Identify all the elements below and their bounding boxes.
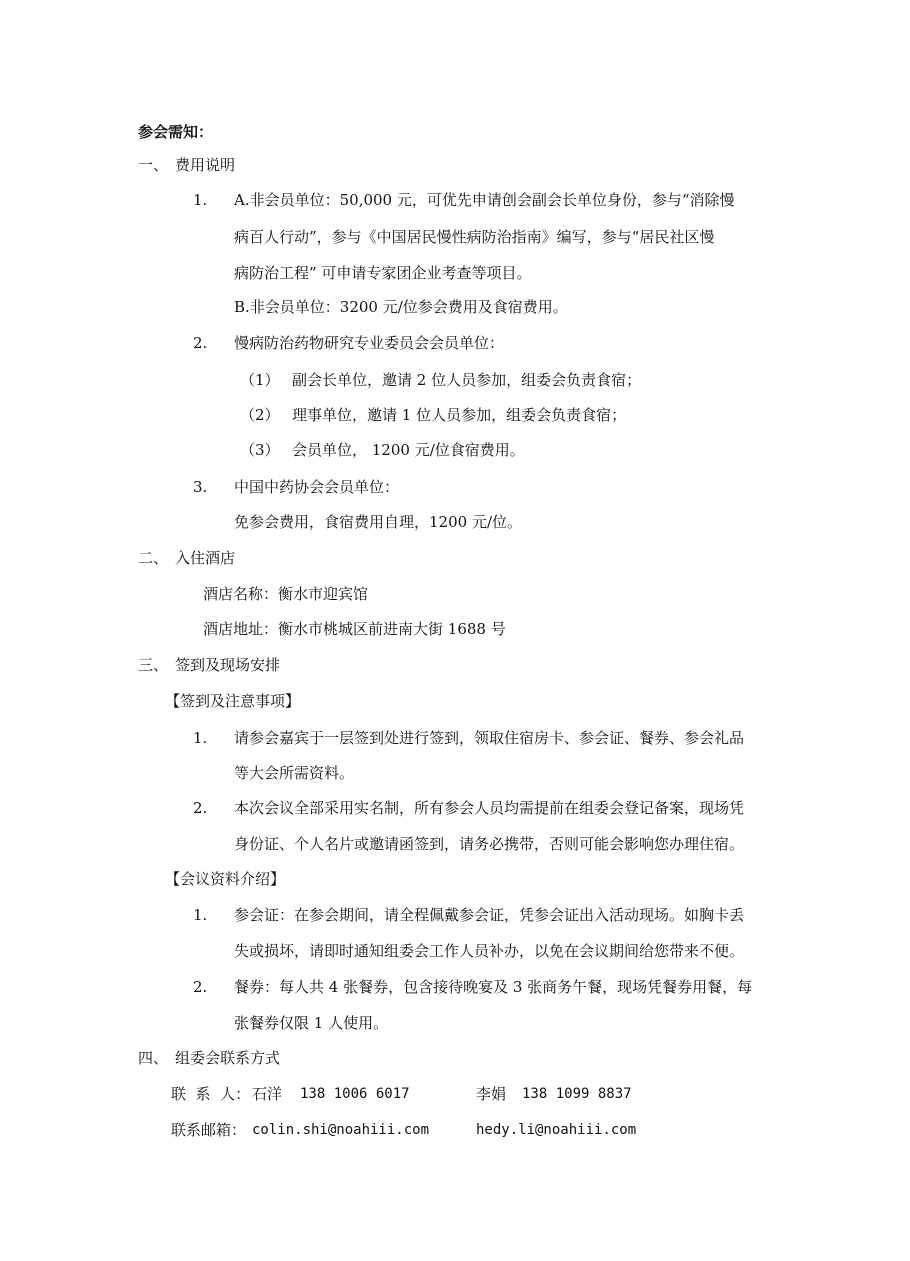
materials-item-2-line-2: 张餐券仅限 1 人使用。 bbox=[234, 1014, 389, 1032]
item-3-text: 中国中药协会会员单位： bbox=[234, 478, 400, 496]
item-1-line-3: 病防治工程” 可申请专家团企业考查等项目。 bbox=[234, 264, 532, 282]
sub-item-2-text: 理事单位，邀请 1 位人员参加，组委会负责食宿； bbox=[292, 406, 627, 424]
sub-item-3-number: （3） bbox=[240, 441, 280, 459]
email-label: 联系邮箱： bbox=[171, 1121, 247, 1139]
subsection-checkin-heading: 【签到及注意事项】 bbox=[165, 692, 301, 710]
email-1[interactable]: colin.shi@noahiii.com bbox=[252, 1122, 430, 1138]
contact-1-name: 石洋 bbox=[252, 1085, 283, 1103]
item-2-number: 2. bbox=[193, 334, 208, 352]
sub-item-1-text: 副会长单位，邀请 2 位人员参加，组委会负责食宿； bbox=[292, 371, 642, 389]
hotel-name: 酒店名称：衡水市迎宾馆 bbox=[203, 585, 369, 603]
section-1-heading: 费用说明 bbox=[175, 156, 236, 174]
section-3-number: 三、 bbox=[138, 656, 169, 674]
hotel-address: 酒店地址：衡水市桃城区前进南大街 1688 号 bbox=[203, 620, 506, 638]
item-2-text: 慢病防治药物研究专业委员会会员单位： bbox=[234, 334, 505, 352]
item-3-number: 3. bbox=[193, 478, 208, 496]
document-title: 参会需知： bbox=[138, 123, 214, 141]
sub-item-3-text: 会员单位， 1200 元/位食宿费用。 bbox=[292, 441, 525, 459]
item-1-line-4: B.非会员单位：3200 元/位参会费用及食宿费用。 bbox=[234, 298, 568, 316]
sub-item-2-number: （2） bbox=[240, 406, 280, 424]
checkin-item-1-number: 1. bbox=[193, 729, 208, 747]
materials-item-1-line-1: 参会证：在参会期间，请全程佩戴参会证，凭参会证出入活动现场。如胸卡丢 bbox=[234, 906, 745, 924]
subsection-materials-heading: 【会议资料介绍】 bbox=[165, 870, 286, 888]
sub-item-1-number: （1） bbox=[240, 371, 280, 389]
materials-item-1-line-2: 失或损坏，请即时通知组委会工作人员补办，以免在会议期间给您带来不便。 bbox=[234, 942, 745, 960]
section-2-number: 二、 bbox=[138, 549, 169, 567]
item-3-detail: 免参会费用，食宿费用自理，1200 元/位。 bbox=[234, 513, 522, 531]
contact-2-name: 李娟 bbox=[476, 1085, 507, 1103]
checkin-item-2-line-1: 本次会议全部采用实名制，所有参会人员均需提前在组委会登记备案，现场凭 bbox=[234, 799, 745, 817]
section-4-number: 四、 bbox=[138, 1049, 169, 1067]
contact-2-phone: 138 1099 8837 bbox=[522, 1086, 632, 1102]
checkin-item-2-line-2: 身份证、个人名片或邀请函签到，请务必携带，否则可能会影响您办理住宿。 bbox=[234, 835, 745, 853]
materials-item-1-number: 1. bbox=[193, 906, 208, 924]
item-1-line-1: A.非会员单位：50,000 元，可优先申请创会副会长单位身份，参与“消除慢 bbox=[234, 191, 735, 209]
contact-1-phone: 138 1006 6017 bbox=[300, 1086, 410, 1102]
materials-item-2-line-1: 餐券：每人共 4 张餐券，包含接待晚宴及 3 张商务午餐，现场凭餐券用餐，每 bbox=[234, 978, 753, 996]
section-4-heading: 组委会联系方式 bbox=[175, 1049, 281, 1067]
item-1-number: 1. bbox=[193, 191, 208, 209]
checkin-item-1-line-2: 等大会所需资料。 bbox=[234, 764, 355, 782]
checkin-item-1-line-1: 请参会嘉宾于一层签到处进行签到，领取住宿房卡、参会证、餐券、参会礼品 bbox=[234, 729, 745, 747]
contact-label: 联 系 人： bbox=[171, 1085, 251, 1103]
materials-item-2-number: 2. bbox=[193, 978, 208, 996]
section-1-number: 一、 bbox=[138, 156, 169, 174]
checkin-item-2-number: 2. bbox=[193, 799, 208, 817]
section-3-heading: 签到及现场安排 bbox=[175, 656, 281, 674]
email-2[interactable]: hedy.li@noahiii.com bbox=[476, 1122, 637, 1138]
item-1-line-2: 病百人行动”，参与《中国居民慢性病防治指南》编写，参与“居民社区慢 bbox=[234, 228, 715, 246]
section-2-heading: 入住酒店 bbox=[175, 549, 236, 567]
